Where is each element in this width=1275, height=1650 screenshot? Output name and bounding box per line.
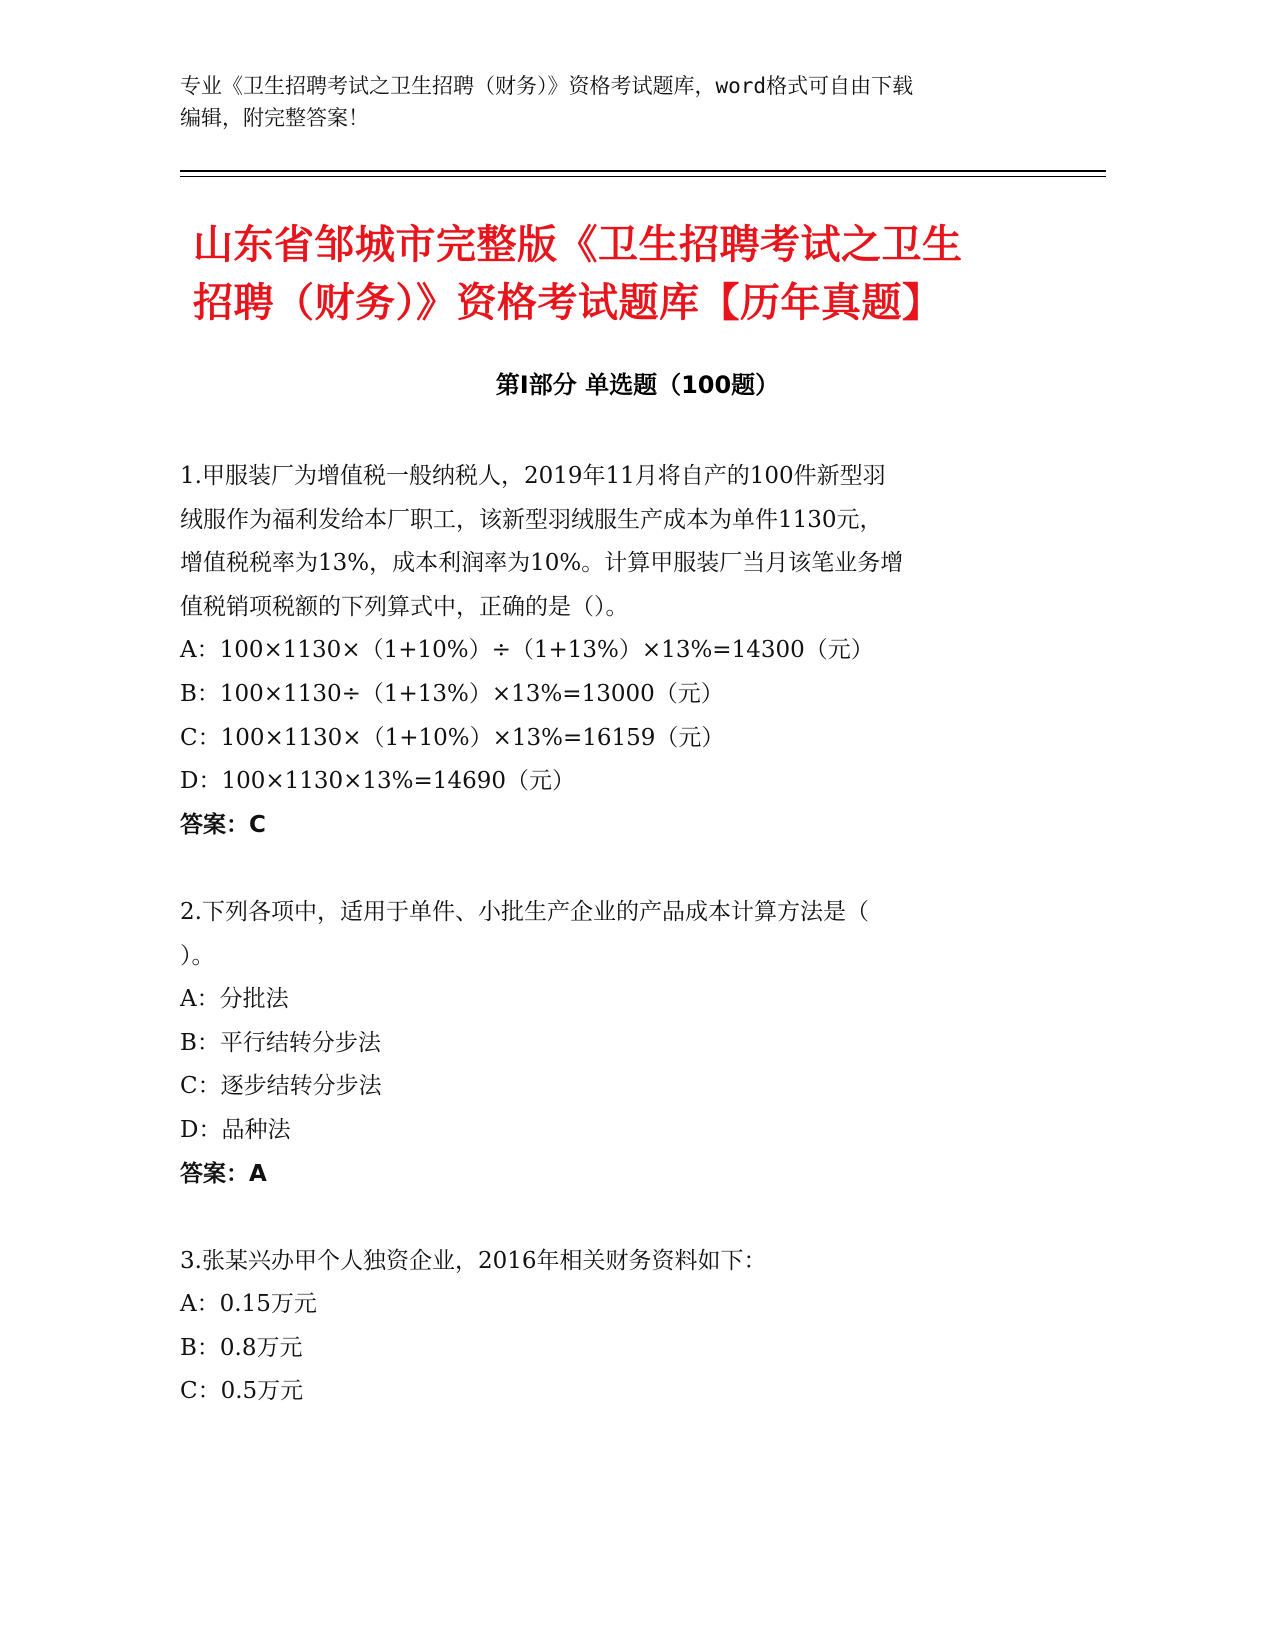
document-title-line: 山东省邹城市完整版《卫生招聘考试之卫生 bbox=[193, 222, 963, 268]
question-stem bbox=[180, 891, 1040, 978]
question-stem-line: 1.甲服装厂为增值税一般纳税人，2019年11月将自产的100件新型羽 bbox=[180, 463, 886, 489]
section-heading: 第Ⅰ部分 单选题（100题） bbox=[495, 371, 780, 399]
option-a: A：0.15万元 bbox=[180, 1291, 317, 1318]
question-list bbox=[180, 455, 1040, 1458]
option-c: C：0.5万元 bbox=[180, 1378, 304, 1405]
question-3 bbox=[180, 1240, 1040, 1414]
question-stem bbox=[180, 1240, 1040, 1284]
option-d: D：100×1130×13%=14690（元） bbox=[180, 768, 575, 795]
question-stem-line: 值税销项税额的下列算式中，正确的是（）。 bbox=[180, 593, 629, 620]
question-stem bbox=[180, 455, 1040, 629]
question-stem-line: 2.下列各项中，适用于单件、小批生产企业的产品成本计算方法是（ bbox=[180, 898, 869, 925]
question-1 bbox=[180, 455, 1040, 847]
question-stem-line: 3.张某兴办甲个人独资企业，2016年相关财务资料如下： bbox=[180, 1247, 767, 1274]
question-2 bbox=[180, 891, 1040, 1196]
header-note-line: 专业《卫生招聘考试之卫生招聘（财务）》资格考试题库，word格式可自由下载 bbox=[180, 74, 914, 98]
document-title-line: 招聘（财务）》资格考试题库【历年真题】 bbox=[193, 280, 943, 326]
option-b: B：平行结转分步法 bbox=[180, 1029, 381, 1056]
answer: 答案：A bbox=[180, 1160, 267, 1187]
question-stem-line: 绒服作为福利发给本厂职工，该新型羽绒服生产成本为单件1130元， bbox=[180, 506, 883, 533]
option-a: A：100×1130×（1+10%）÷（1+13%）×13%=14300（元） bbox=[180, 637, 874, 664]
answer: 答案：C bbox=[180, 811, 266, 838]
header-divider-thin bbox=[180, 176, 1106, 177]
header-note-line: 编辑，附完整答案！ bbox=[180, 106, 369, 130]
header-note bbox=[180, 70, 1040, 134]
option-d: D：品种法 bbox=[180, 1116, 291, 1143]
header-divider-thick bbox=[180, 170, 1106, 172]
question-stem-line: ）。 bbox=[180, 942, 215, 969]
option-b: B：0.8万元 bbox=[180, 1334, 303, 1361]
option-c: C：逐步结转分步法 bbox=[180, 1073, 382, 1100]
document-title bbox=[193, 216, 1093, 332]
option-a: A：分批法 bbox=[180, 986, 289, 1013]
option-b: B：100×1130÷（1+13%）×13%=13000（元） bbox=[180, 680, 724, 707]
question-stem-line: 增值税税率为13%，成本利润率为10%。计算甲服装厂当月该笔业务增 bbox=[180, 550, 904, 577]
option-c: C：100×1130×（1+10%）×13%=16159（元） bbox=[180, 724, 725, 751]
